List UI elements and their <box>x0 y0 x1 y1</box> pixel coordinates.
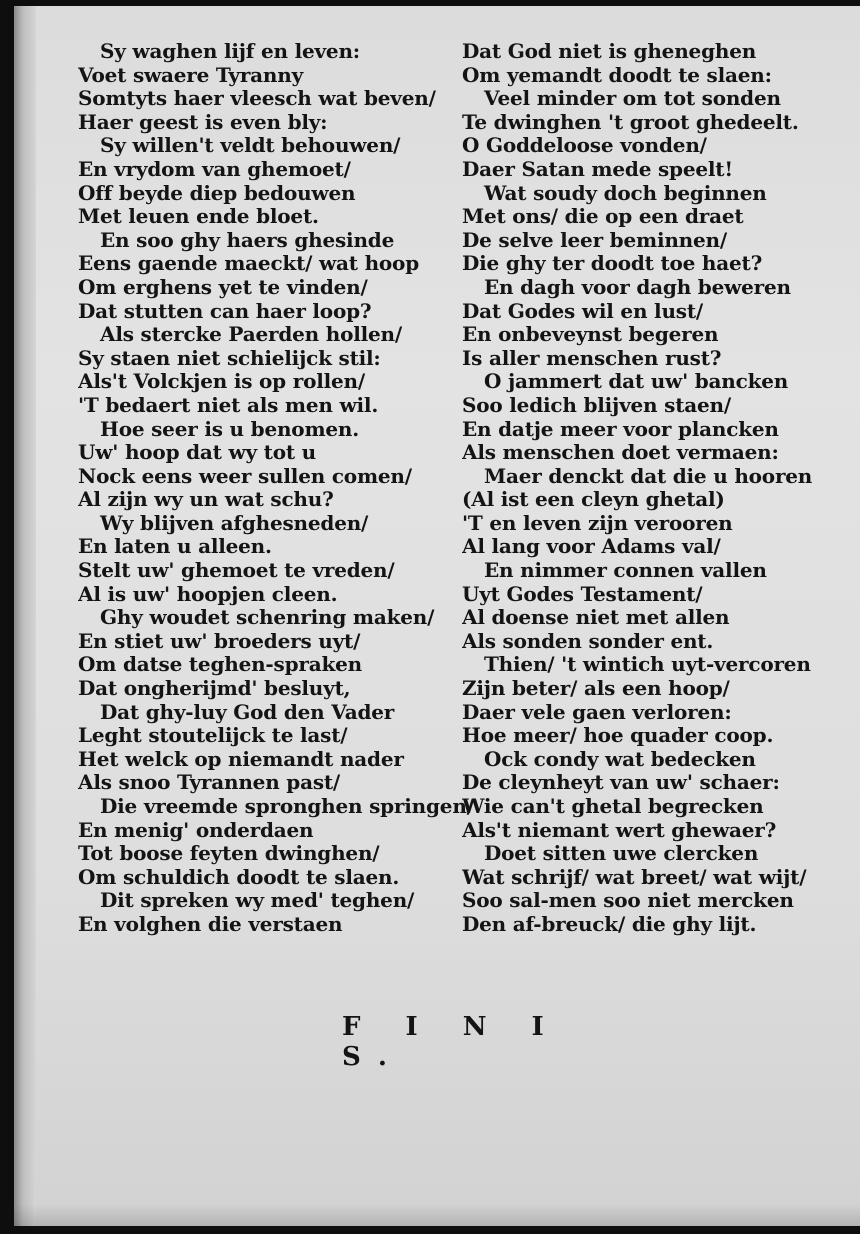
verse-line: Stelt uw' ghemoet te vreden/ <box>78 559 395 583</box>
verse-line: Hoe meer/ hoe quader coop. <box>462 724 774 748</box>
verse-line: En laten u alleen. <box>78 535 272 559</box>
verse-line: De selve leer beminnen/ <box>462 228 727 252</box>
verse-line: Veel minder om tot sonden <box>484 87 781 111</box>
verse-line: Ock condy wat bedecken <box>484 747 756 771</box>
verse-line: En dagh voor dagh beweren <box>484 275 791 299</box>
verse-line: Wat soudy doch beginnen <box>484 181 767 205</box>
verse-line: Om yemandt doodt te slaen: <box>462 63 772 87</box>
verse-line: Uyt Godes Testament/ <box>462 582 703 606</box>
verse-line: De cleynheyt van uw' schaer: <box>462 771 780 795</box>
right-column <box>462 40 858 937</box>
verse-line: Leght stoutelijck te last/ <box>78 724 348 748</box>
verse-line: Te dwinghen 't groot ghedeelt. <box>462 110 799 134</box>
verse-line: Al zijn wy un wat schu? <box>78 488 334 512</box>
verse-line: O Goddeloose vonden/ <box>462 134 707 158</box>
verse-line: O jammert dat uw' bancken <box>484 370 789 394</box>
verse-line: Daer vele gaen verloren: <box>462 700 732 724</box>
verse-line: Uw' hoop dat wy tot u <box>78 441 316 465</box>
verse-line: Als't niemant wert ghewaer? <box>462 818 777 842</box>
verse-line: Die vreemde spronghen springen/ <box>100 795 474 818</box>
verse-line: En volghen die verstaen <box>78 912 343 936</box>
verse-line: En datje meer voor plancken <box>462 417 779 441</box>
verse-line: Wy blijven afghesneden/ <box>100 511 369 535</box>
verse-line: Dat God niet is gheneghen <box>462 40 757 63</box>
book-page <box>14 6 860 1226</box>
left-column <box>78 40 478 937</box>
verse-line: Somtyts haer vleesch wat beven/ <box>78 87 436 111</box>
verse-line: En vrydom van ghemoet/ <box>78 157 351 181</box>
verse-line: En stiet uw' broeders uyt/ <box>78 629 361 653</box>
verse-line: Al is uw' hoopjen cleen. <box>78 582 338 606</box>
verse-line: Thien/ 't wintich uyt-vercoren <box>484 653 811 677</box>
verse-line: Dat ghy-luy God den Vader <box>100 700 395 724</box>
verse-line: Soo sal-men soo niet mercken <box>462 889 794 913</box>
verse-line: Ghy woudet schenring maken/ <box>100 606 435 630</box>
verse-line: Sy staen niet schielijck stil: <box>78 346 381 370</box>
page-gutter <box>14 6 36 1226</box>
verse-line: Voet swaere Tyranny <box>78 63 304 87</box>
page-edge-shadow <box>14 1204 860 1226</box>
verse-line: Als sonden sonder ent. <box>462 629 714 653</box>
verse-line: Eens gaende maeckt/ wat hoop <box>78 252 419 276</box>
verse-line: Zijn beter/ als een hoop/ <box>462 677 730 701</box>
verse-line: Als stercke Paerden hollen/ <box>100 323 403 347</box>
verse-line: Sy willen't veldt behouwen/ <box>100 134 401 158</box>
verse-line: Om schuldich doodt te slaen. <box>78 865 400 889</box>
verse-line: Dat stutten can haer loop? <box>78 299 372 323</box>
verse-line: Wat schrijf/ wat breet/ wat wijt/ <box>462 865 807 889</box>
verse-line: Sy waghen lijf en leven: <box>100 40 360 63</box>
verse-line: Het welck op niemandt nader <box>78 747 404 771</box>
verse-line: Doet sitten uwe clercken <box>484 842 759 866</box>
verse-line: Is aller menschen rust? <box>462 346 722 370</box>
verse-line: En nimmer connen vallen <box>484 559 767 583</box>
verse-line: En menig' onderdaen <box>78 818 314 842</box>
verse-line: Al lang voor Adams val/ <box>462 535 721 559</box>
verse-line: En soo ghy haers ghesinde <box>100 228 395 252</box>
verse-line: En onbeveynst begeren <box>462 323 719 347</box>
verse-line: Maer denckt dat die u hooren <box>484 464 813 488</box>
verse-line: Met leuen ende bloet. <box>78 205 319 229</box>
verse-line: Den af-breuck/ die ghy lijt. <box>462 912 757 936</box>
verse-line: Met ons/ die op een draet <box>462 205 744 229</box>
verse-line: (Al ist een cleyn ghetal) <box>462 488 725 512</box>
verse-line: Als menschen doet vermaen: <box>462 441 779 465</box>
verse-line: Die ghy ter doodt toe haet? <box>462 252 763 276</box>
verse-line: Hoe seer is u benomen. <box>100 417 360 441</box>
verse-line: Dat Godes wil en lust/ <box>462 299 704 323</box>
verse-line: Nock eens weer sullen comen/ <box>78 464 412 488</box>
verse-line: Als't Volckjen is op rollen/ <box>78 370 365 394</box>
verse-line: Om datse teghen-spraken <box>78 653 362 677</box>
verse-line: 'T en leven zijn verooren <box>462 511 733 535</box>
verse-line: Als snoo Tyrannen past/ <box>78 771 341 795</box>
verse-line: Wie can't ghetal begrecken <box>462 795 764 818</box>
verse-line: Tot boose feyten dwinghen/ <box>78 842 380 866</box>
verse-line: Soo ledich blijven staen/ <box>462 393 731 417</box>
verse-line: Al doense niet met allen <box>462 606 730 630</box>
finis-text: F I N I S. <box>342 1012 562 1072</box>
verse-line: Dit spreken wy med' teghen/ <box>100 889 415 913</box>
verse-line: Daer Satan mede speelt! <box>462 157 733 181</box>
verse-line: Haer geest is even bly: <box>78 110 328 134</box>
verse-line: Dat ongherijmd' besluyt, <box>78 677 351 701</box>
verse-line: Off beyde diep bedouwen <box>78 181 356 205</box>
verse-line: Om erghens yet te vinden/ <box>78 275 368 299</box>
verse-line: 'T bedaert niet als men wil. <box>78 393 379 417</box>
